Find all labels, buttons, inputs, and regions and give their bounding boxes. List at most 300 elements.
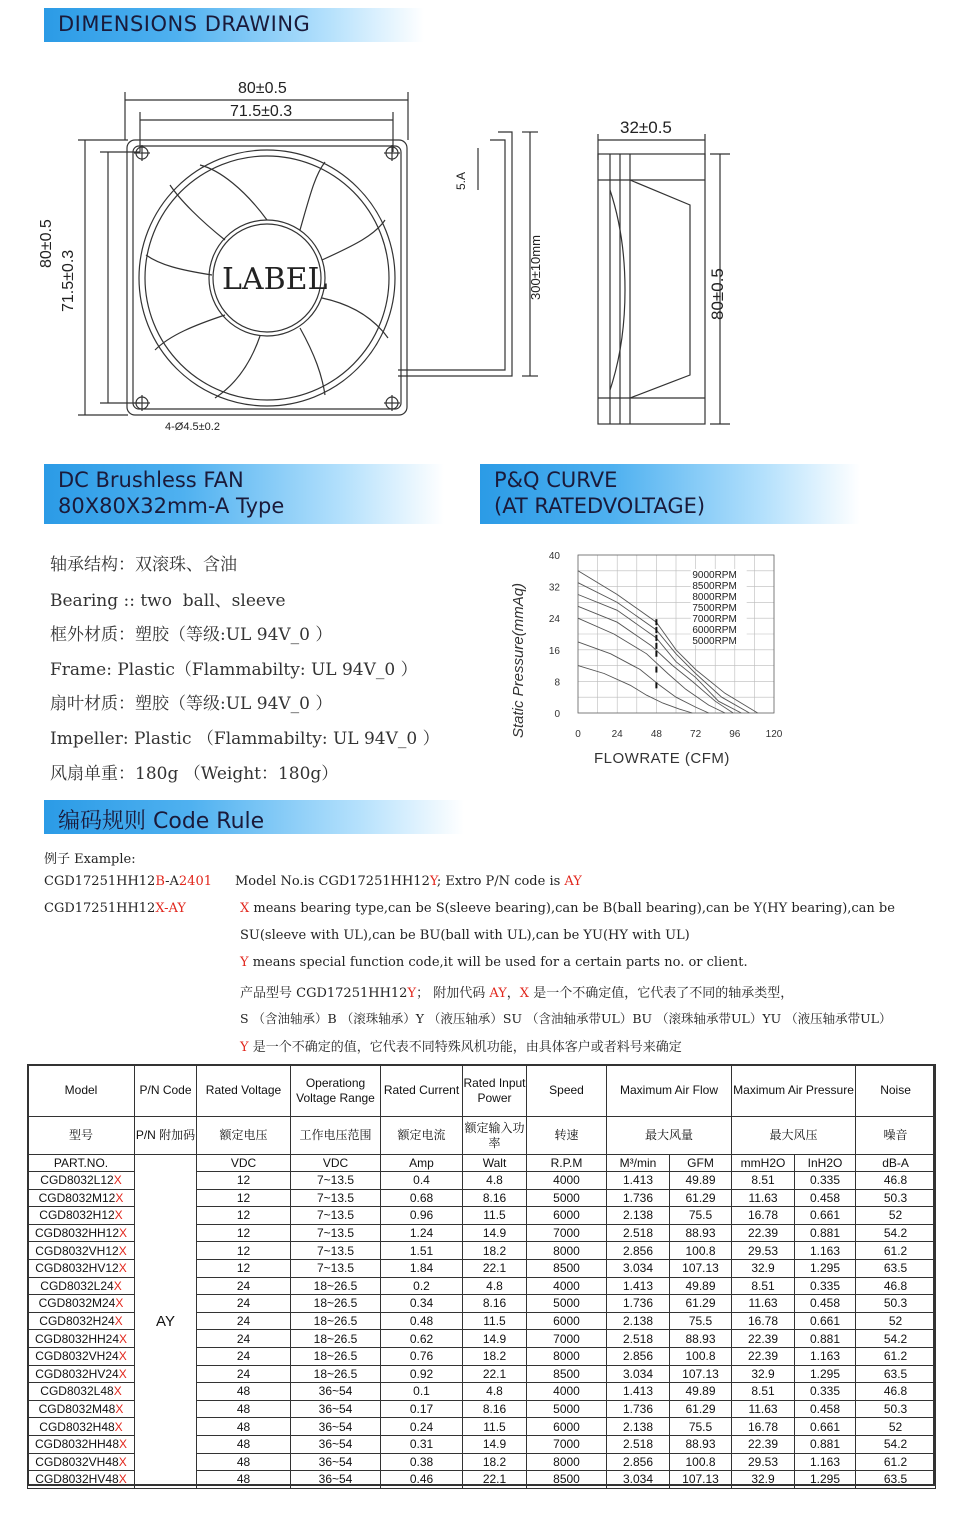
table-cell: 88.93	[670, 1224, 732, 1242]
model-cell	[28, 1400, 135, 1418]
table-cell: 75.5	[670, 1418, 732, 1436]
table-cell: 22.39	[732, 1330, 795, 1348]
model-suffix: X	[115, 1402, 124, 1417]
ex1-dash: -A	[165, 874, 179, 889]
th-input-power: Rated Input Power	[463, 1065, 527, 1117]
table-cell: 18~26.5	[291, 1295, 381, 1313]
pq-curve-banner	[480, 464, 860, 524]
x-meaning-line1	[240, 901, 895, 916]
model-suffix: X	[119, 1226, 128, 1241]
table-cell: 2.856	[607, 1453, 670, 1471]
model-suffix: X	[118, 1261, 127, 1276]
example-code-2	[44, 901, 186, 916]
table-cell: 1.295	[795, 1259, 856, 1277]
table-cell: 0.96	[381, 1207, 463, 1225]
table-cell: 54.2	[856, 1330, 936, 1348]
table-cell: 4.8	[463, 1277, 527, 1295]
table-cell: 16.78	[732, 1418, 795, 1436]
table-cell: 7000	[527, 1330, 607, 1348]
table-cell: 8500	[527, 1471, 607, 1489]
table-cell: 11.63	[732, 1400, 795, 1418]
model-cell	[28, 1365, 135, 1383]
cn3-text: 是一个不确定的值，它代表不同特殊风机功能，由具体客户或者料号来确定	[248, 1040, 682, 1055]
pn-code-cell: AY	[135, 1155, 197, 1489]
table-cell: 22.39	[732, 1435, 795, 1453]
x-tick-label: 48	[650, 729, 662, 740]
table-cell: 0.335	[795, 1383, 856, 1401]
series-line	[578, 666, 692, 713]
header-row-units	[28, 1155, 936, 1172]
y-tick-label: 40	[548, 551, 560, 562]
holes-dim: 4-Ø4.5±0.2	[165, 421, 220, 433]
model-cell	[28, 1330, 135, 1348]
table-cell: 50.3	[856, 1295, 936, 1313]
th-unit: M³/min	[607, 1155, 670, 1172]
table-cell: 8.51	[732, 1172, 795, 1190]
table-cell: 1.51	[381, 1242, 463, 1260]
table-cell: 12	[197, 1242, 291, 1260]
table-cell: 100.8	[670, 1453, 732, 1471]
th-cn-pn: P/N 附加码	[135, 1117, 197, 1155]
table-cell: 16.78	[732, 1207, 795, 1225]
table-cell: 0.661	[795, 1312, 856, 1330]
table-cell: 107.13	[670, 1471, 732, 1489]
table-cell: 32.9	[732, 1365, 795, 1383]
model-number: CGD8032VH12	[35, 1243, 119, 1258]
table-cell: 6000	[527, 1207, 607, 1225]
table-cell: 0.2	[381, 1277, 463, 1295]
table-cell: 8.16	[463, 1189, 527, 1207]
model-cell	[28, 1435, 135, 1453]
model-mid: ; Extro P/N code is	[436, 874, 565, 889]
table-cell: 1.736	[607, 1295, 670, 1313]
ex2-x: X-AY	[155, 901, 186, 916]
table-cell: 0.458	[795, 1295, 856, 1313]
table-cell: 8000	[527, 1347, 607, 1365]
table-cell: 12	[197, 1172, 291, 1190]
model-cell	[28, 1207, 135, 1225]
fan-title-line1: DC Brushless FAN	[58, 468, 244, 492]
legend-entry: 8000RPM	[692, 592, 737, 603]
table-cell: 7~13.5	[291, 1242, 381, 1260]
table-cell: 54.2	[856, 1435, 936, 1453]
model-suffix: X	[118, 1454, 127, 1469]
table-cell: 22.1	[463, 1471, 527, 1489]
table-cell: 52	[856, 1312, 936, 1330]
model-cell	[28, 1224, 135, 1242]
th-unit: Walt	[463, 1155, 527, 1172]
model-cell	[28, 1453, 135, 1471]
table-cell: 61.2	[856, 1347, 936, 1365]
table-cell: 32.9	[732, 1259, 795, 1277]
dimensions-banner	[44, 8, 424, 42]
table-cell: 107.13	[670, 1365, 732, 1383]
legend-entry: 6000RPM	[692, 625, 737, 636]
table-cell: 0.17	[381, 1400, 463, 1418]
y-tick-label: 24	[548, 614, 560, 626]
table-cell: 2.518	[607, 1224, 670, 1242]
table-cell: 18.2	[463, 1242, 527, 1260]
model-number: CGD8032HH12	[34, 1226, 120, 1241]
table-cell: 1.163	[795, 1453, 856, 1471]
table-cell: 7~13.5	[291, 1207, 381, 1225]
model-suffix: X	[118, 1349, 127, 1364]
model-number: CGD8032VH24	[35, 1349, 119, 1364]
table-cell: 2.138	[607, 1207, 670, 1225]
spec-table	[27, 1064, 936, 1489]
pq-title-line1: P&Q CURVE	[494, 468, 618, 492]
table-cell: 48	[197, 1453, 291, 1471]
model-suffix: X	[119, 1437, 128, 1452]
table-cell: 3.034	[607, 1471, 670, 1489]
cn1-y: Y	[407, 986, 417, 1001]
ex1-prefix: CGD17251HH12	[44, 874, 156, 889]
table-cell: 48	[197, 1435, 291, 1453]
y-tick-label: 8	[554, 677, 560, 689]
table-cell: 49.89	[670, 1172, 732, 1190]
table-cell: 75.5	[670, 1312, 732, 1330]
table-cell: 46.8	[856, 1383, 936, 1401]
model-number: CGD8032H24	[39, 1314, 115, 1329]
height-outer-dim: 80±0.5	[38, 219, 55, 268]
table-cell: 50.3	[856, 1400, 936, 1418]
th-unit: Amp	[381, 1155, 463, 1172]
label-text: LABEL	[222, 262, 328, 297]
ex1-num: 2401	[178, 874, 212, 889]
model-number: CGD8032VH48	[35, 1454, 119, 1469]
spec-frame-en: Frame: Plastic（Flammabilty: UL 94V_0 ）	[50, 660, 418, 680]
table-cell: 4.8	[463, 1172, 527, 1190]
x-tick-label: 120	[765, 729, 783, 740]
table-cell: 2.856	[607, 1242, 670, 1260]
spec-weight: 风扇单重：180g （Weight：180g）	[50, 764, 339, 784]
table-cell: 4000	[527, 1277, 607, 1295]
model-cell	[28, 1295, 135, 1313]
th-cn-current: 额定电流	[381, 1117, 463, 1155]
model-pre: Model No.is CGD17251HH12	[235, 874, 430, 889]
th-cn-flow: 最大风量	[607, 1117, 732, 1155]
cn1-pre: 产品型号 CGD17251HH12	[240, 986, 408, 1001]
model-line	[235, 874, 582, 889]
table-cell: 18~26.5	[291, 1277, 381, 1295]
table-cell: 0.76	[381, 1347, 463, 1365]
table-cell: 0.661	[795, 1207, 856, 1225]
table-cell: 0.4	[381, 1172, 463, 1190]
table-cell: 61.2	[856, 1242, 936, 1260]
table-cell: 8500	[527, 1259, 607, 1277]
y-tick-label: 16	[548, 645, 560, 657]
table-cell: 49.89	[670, 1383, 732, 1401]
table-cell: 3.034	[607, 1365, 670, 1383]
code-rule-banner	[44, 800, 464, 834]
model-number: CGD8032L24	[40, 1278, 114, 1293]
th-unit: GFM	[670, 1155, 732, 1172]
table-cell: 0.458	[795, 1400, 856, 1418]
x-line1: means bearing type,can be S(sleeve bearing),can be B(ball bearing),can be Y(HY bearing),can be	[249, 901, 895, 916]
table-cell: 5000	[527, 1189, 607, 1207]
table-cell: 0.881	[795, 1330, 856, 1348]
th-unit: VDC	[197, 1155, 291, 1172]
table-cell: 1.84	[381, 1259, 463, 1277]
x-letter: X	[240, 901, 250, 916]
table-cell: 18.2	[463, 1453, 527, 1471]
th-rated-voltage: Rated Voltage	[197, 1065, 291, 1117]
model-suffix: X	[118, 1243, 127, 1258]
table-cell: 63.5	[856, 1365, 936, 1383]
cn1-mid: ； 附加代码	[416, 986, 490, 1001]
model-cell	[28, 1172, 135, 1190]
table-cell: 63.5	[856, 1471, 936, 1489]
table-cell: 11.63	[732, 1189, 795, 1207]
model-suffix: X	[113, 1278, 122, 1293]
y-tick-label: 0	[554, 709, 560, 720]
pq-chart	[540, 545, 800, 745]
table-cell: 1.413	[607, 1172, 670, 1190]
width-inner-dim: 71.5±0.3	[230, 103, 293, 120]
legend-entry: 7000RPM	[692, 614, 737, 625]
table-cell: 48	[197, 1418, 291, 1436]
model-suffix: X	[118, 1366, 127, 1381]
table-cell: 18~26.5	[291, 1365, 381, 1383]
y-meaning-line	[240, 955, 748, 970]
table-cell: 8000	[527, 1453, 607, 1471]
table-cell: 0.335	[795, 1277, 856, 1295]
model-suffix: X	[113, 1173, 122, 1188]
table-cell: 0.46	[381, 1471, 463, 1489]
table-cell: 1.736	[607, 1189, 670, 1207]
table-cell: 14.9	[463, 1435, 527, 1453]
pq-xlabel: FLOWRATE (CFM)	[594, 750, 730, 767]
th-voltage-range: Operationg Voltage Range	[291, 1065, 381, 1117]
y-tick-label: 32	[548, 582, 560, 594]
table-cell: 0.38	[381, 1453, 463, 1471]
table-cell: 18~26.5	[291, 1312, 381, 1330]
table-cell: 6000	[527, 1418, 607, 1436]
table-cell: 2.518	[607, 1330, 670, 1348]
model-suffix: X	[114, 1314, 123, 1329]
table-cell: 1.295	[795, 1471, 856, 1489]
cn1-ay: AY	[489, 986, 507, 1001]
table-cell: 0.661	[795, 1418, 856, 1436]
table-cell: 7~13.5	[291, 1224, 381, 1242]
table-cell: 100.8	[670, 1242, 732, 1260]
table-cell: 46.8	[856, 1172, 936, 1190]
table-cell: 75.5	[670, 1207, 732, 1225]
x-tick-label: 72	[690, 729, 702, 740]
th-speed: Speed	[527, 1065, 607, 1117]
spec-bearing-cn: 轴承结构：双滚珠、含油	[50, 555, 237, 575]
table-cell: 24	[197, 1312, 291, 1330]
th-cn-voltage: 额定电压	[197, 1117, 291, 1155]
model-cell	[28, 1471, 135, 1489]
table-cell: 0.881	[795, 1224, 856, 1242]
table-cell: 1.24	[381, 1224, 463, 1242]
model-cell	[28, 1259, 135, 1277]
table-cell: 2.138	[607, 1418, 670, 1436]
y-letter: Y	[240, 955, 249, 970]
table-cell: 12	[197, 1207, 291, 1225]
table-cell: 11.63	[732, 1295, 795, 1313]
model-number: CGD8032M48	[38, 1402, 116, 1417]
table-cell: 0.881	[795, 1435, 856, 1453]
table-cell: 63.5	[856, 1259, 936, 1277]
model-suffix: X	[113, 1384, 122, 1399]
table-cell: 12	[197, 1259, 291, 1277]
th-cn-model: 型号	[28, 1117, 135, 1155]
table-cell: 24	[197, 1365, 291, 1383]
table-cell: 61.29	[670, 1400, 732, 1418]
table-cell: 7000	[527, 1435, 607, 1453]
example-code-1	[44, 874, 212, 889]
model-number: CGD8032M12	[38, 1190, 116, 1205]
table-cell: 16.78	[732, 1312, 795, 1330]
table-cell: 22.1	[463, 1365, 527, 1383]
model-number: CGD8032HH24	[34, 1331, 120, 1346]
cn3-y: Y	[240, 1040, 249, 1055]
table-cell: 1.413	[607, 1277, 670, 1295]
cn1-x: X	[519, 986, 530, 1001]
table-cell: 61.2	[856, 1453, 936, 1471]
table-cell: 29.53	[732, 1242, 795, 1260]
model-cell	[28, 1242, 135, 1260]
table-cell: 22.39	[732, 1347, 795, 1365]
x-meaning-line2: SU(sleeve with UL),can be BU(ball with UL),can be YU(HY with UL)	[240, 928, 690, 943]
model-ay: AY	[564, 874, 582, 889]
table-cell: 0.458	[795, 1189, 856, 1207]
table-cell: 36~54	[291, 1453, 381, 1471]
table-cell: 24	[197, 1277, 291, 1295]
pq-title-line2: (AT RATEDVOLTAGE)	[494, 494, 706, 518]
width-outer-dim: 80±0.5	[238, 80, 287, 97]
cn-line-2: S （含油轴承）B （滚珠轴承）Y （液压轴承）SU （含油轴承带UL）BU （滚珠轴承带UL）YU （液压轴承带UL）	[240, 1011, 892, 1026]
table-cell: 52	[856, 1418, 936, 1436]
ex1-b: B	[155, 874, 166, 889]
table-cell: 0.24	[381, 1418, 463, 1436]
table-cell: 18~26.5	[291, 1330, 381, 1348]
lead-strip-dim: 5.A	[454, 171, 468, 190]
table-cell: 5000	[527, 1400, 607, 1418]
model-cell	[28, 1383, 135, 1401]
pq-ylabel: Static Pressure(mmAq)	[510, 582, 527, 738]
table-cell: 8000	[527, 1242, 607, 1260]
table-cell: 7~13.5	[291, 1172, 381, 1190]
table-cell: 14.9	[463, 1330, 527, 1348]
legend-entry: 7500RPM	[692, 603, 737, 614]
th-rated-current: Rated Current	[381, 1065, 463, 1117]
table-cell: 88.93	[670, 1330, 732, 1348]
model-cell	[28, 1277, 135, 1295]
table-cell: 18~26.5	[291, 1347, 381, 1365]
table-cell: 29.53	[732, 1453, 795, 1471]
table-cell: 22.39	[732, 1224, 795, 1242]
table-cell: 48	[197, 1383, 291, 1401]
table-cell: 7~13.5	[291, 1189, 381, 1207]
model-cell	[28, 1312, 135, 1330]
spec-bearing-en: Bearing :: two ball、sleeve	[50, 591, 286, 611]
table-cell: 5000	[527, 1295, 607, 1313]
table-cell: 0.34	[381, 1295, 463, 1313]
table-cell: 8.51	[732, 1277, 795, 1295]
table-cell: 49.89	[670, 1277, 732, 1295]
cn-line-3	[240, 1036, 682, 1055]
th-cn-range: 工作电压范围	[291, 1117, 381, 1155]
table-cell: 46.8	[856, 1277, 936, 1295]
front-view-drawing	[60, 70, 540, 440]
table-cell: 4000	[527, 1383, 607, 1401]
table-cell: 36~54	[291, 1383, 381, 1401]
dimensions-title: DIMENSIONS DRAWING	[58, 12, 311, 36]
model-suffix: X	[114, 1208, 123, 1223]
table-cell: 0.48	[381, 1312, 463, 1330]
table-cell: 8.16	[463, 1400, 527, 1418]
fan-type-banner	[44, 464, 444, 524]
table-cell: 0.68	[381, 1189, 463, 1207]
table-cell: 1.413	[607, 1383, 670, 1401]
table-cell: 7~13.5	[291, 1259, 381, 1277]
table-cell: 1.163	[795, 1242, 856, 1260]
x-tick-label: 96	[729, 729, 741, 740]
model-suffix: X	[115, 1296, 124, 1311]
model-cell	[28, 1347, 135, 1365]
model-number: CGD8032H48	[39, 1419, 115, 1434]
table-cell: 107.13	[670, 1259, 732, 1277]
table-cell: 3.034	[607, 1259, 670, 1277]
table-cell: 100.8	[670, 1347, 732, 1365]
spec-impeller-cn: 扇叶材质：塑胶（等级:UL 94V_0 ）	[50, 694, 333, 714]
th-unit: VDC	[291, 1155, 381, 1172]
table-cell: 8500	[527, 1365, 607, 1383]
model-y: Y	[429, 874, 437, 889]
table-cell: 0.31	[381, 1435, 463, 1453]
table-cell: 11.5	[463, 1312, 527, 1330]
legend-entry: 8500RPM	[692, 581, 737, 592]
fan-title-line2: 80X80X32mm-A Type	[58, 494, 285, 518]
table-cell: 24	[197, 1347, 291, 1365]
table-cell: 1.163	[795, 1347, 856, 1365]
th-unit: dB-A	[856, 1155, 936, 1172]
x-tick-label: 24	[611, 729, 623, 740]
th-noise: Noise	[856, 1065, 936, 1117]
th-pn-code: P/N Code	[135, 1065, 197, 1117]
header-row-en	[28, 1065, 936, 1117]
example-label: 例子 Example:	[44, 852, 136, 867]
table-cell: 18.2	[463, 1347, 527, 1365]
ex2-prefix: CGD17251HH12	[44, 901, 156, 916]
table-cell: 54.2	[856, 1224, 936, 1242]
model-number: CGD8032HH48	[34, 1437, 120, 1452]
th-cn-speed: 转速	[527, 1117, 607, 1155]
table-cell: 1.736	[607, 1400, 670, 1418]
model-suffix: X	[115, 1190, 124, 1205]
table-cell: 24	[197, 1295, 291, 1313]
model-number: CGD8032HV24	[35, 1366, 119, 1381]
table-cell: 4.8	[463, 1383, 527, 1401]
table-cell: 48	[197, 1400, 291, 1418]
table-cell: 12	[197, 1189, 291, 1207]
depth-dim: 32±0.5	[620, 118, 672, 137]
cn-line-1	[240, 982, 793, 1001]
spec-impeller-en: Impeller: Plastic （Flammabilty: UL 94V_0 ）	[50, 729, 440, 749]
model-suffix: X	[119, 1331, 128, 1346]
th-unit: PART.NO.	[28, 1155, 135, 1172]
table-cell: 24	[197, 1330, 291, 1348]
model-number: CGD8032HV48	[35, 1472, 119, 1487]
th-cn-noise: 噪音	[856, 1117, 936, 1155]
height-inner-dim: 71.5±0.3	[60, 249, 77, 312]
code-rule-title: 编码规则 Code Rule	[58, 809, 265, 834]
th-air-pressure: Maximum Air Pressure	[732, 1065, 856, 1117]
model-number: CGD8032HV12	[35, 1261, 119, 1276]
